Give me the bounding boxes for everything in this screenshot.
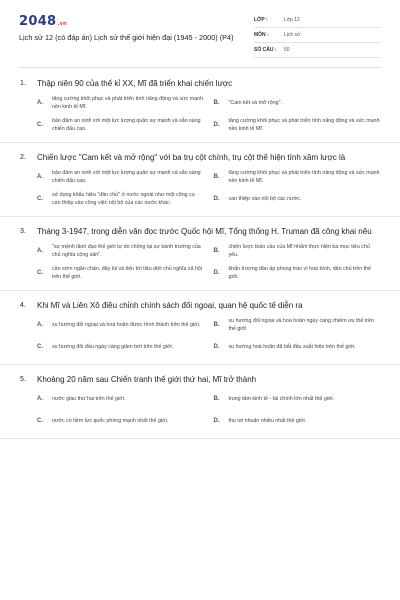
- option-text: "sự mệnh lãnh đạo thế giới tự do chống lại sự bành trướng của chủ nghĩa cộng sản".: [52, 243, 201, 258]
- question-text: Tháng 3-1947, trong diễn văn đọc trước Quốc hội Mĩ, Tổng thống H. Truman đã công khai nêu: [37, 227, 372, 236]
- question-number: 2.: [20, 154, 26, 161]
- question-stem: [0, 78, 400, 90]
- option-text: xu hướng đối ngoại và hoà hoãn được hình thành trên thế giới.: [52, 321, 201, 328]
- answer-option[interactable]: [214, 264, 381, 282]
- answer-option[interactable]: [214, 242, 381, 260]
- metadata-row: [254, 13, 380, 28]
- question-number: 1.: [20, 80, 26, 87]
- option-letter: A.: [37, 321, 43, 328]
- option-letter: B.: [213, 247, 220, 254]
- document-header: [0, 0, 400, 70]
- option-letter: C.: [37, 417, 43, 424]
- question-list: [0, 78, 400, 439]
- option-text: tăng cường khôi phục và phát triển tính năng động và sức mạnh nền kinh tế Mĩ.: [228, 169, 380, 184]
- metadata-value: Lịch sử: [284, 32, 301, 38]
- option-text: thu lợi nhuận nhiều nhất thế giới.: [228, 417, 307, 424]
- question-item: [0, 78, 400, 143]
- answer-option[interactable]: [37, 390, 204, 408]
- answer-options: [0, 164, 400, 212]
- question-stem: [0, 152, 400, 164]
- option-text: nước có tiềm lực quốc phòng mạnh nhất thế giới.: [52, 417, 169, 424]
- metadata-value: Lớp 12: [284, 17, 300, 23]
- question-item: [0, 143, 400, 217]
- answer-option[interactable]: [37, 412, 204, 430]
- question-stem: [0, 300, 400, 312]
- option-letter: C.: [37, 269, 43, 276]
- option-letter: B.: [213, 173, 220, 180]
- option-text: bảo đảm an ninh với một lực lượng quân sự mạnh và sẵn sàng chiến đấu cao.: [52, 117, 201, 132]
- option-letter: A.: [37, 395, 43, 402]
- option-letter: D.: [213, 121, 220, 128]
- option-letter: A.: [37, 173, 43, 180]
- answer-option[interactable]: [37, 316, 204, 334]
- document-title: Lịch sử 12 (có đáp án) Lịch sử thế giới hiện đại (1945 - 2000) (P4): [19, 33, 234, 42]
- question-stem: [0, 226, 400, 238]
- answer-option[interactable]: [37, 264, 204, 282]
- option-text: bảo đảm an ninh với một lực lượng quân sự mạnh và sẵn sàng chiến đấu cao.: [52, 169, 201, 184]
- option-text: xu hướng hoà hoãn đã bắt đầu xuất hiện trên thế giới.: [228, 343, 356, 350]
- answer-option[interactable]: [37, 116, 204, 134]
- question-text: Khi Mĩ và Liên Xô điều chỉnh chính sách đối ngoại, quan hệ quốc tế diễn ra: [37, 301, 303, 310]
- answer-option[interactable]: [37, 242, 204, 260]
- answer-option[interactable]: [214, 190, 381, 208]
- answer-option[interactable]: [214, 412, 381, 430]
- option-text: "Cam kết và mở rộng".: [228, 99, 282, 106]
- question-item: [0, 365, 400, 439]
- option-text: can thiệp vào nội bộ các nước.: [228, 195, 302, 202]
- option-text: xu hướng đối đầu ngày càng giảm bớt trên thế giới.: [52, 343, 174, 350]
- option-text: nước giàu thứ hai trên thế giới.: [52, 395, 126, 402]
- question-item: [0, 291, 400, 365]
- option-letter: A.: [37, 247, 43, 254]
- metadata-row: [254, 43, 380, 58]
- answer-options: [0, 312, 400, 360]
- metadata-table: [254, 13, 380, 58]
- question-number: 4.: [20, 302, 26, 309]
- option-letter: D.: [213, 195, 220, 202]
- question-item: [0, 217, 400, 291]
- option-letter: A.: [37, 99, 43, 106]
- option-text: tăng cường khôi phục và phát triển tính năng động và sức mạnh nền kinh tế Mĩ.: [52, 95, 204, 110]
- option-text: cần sớm ngăn chặn, đẩy lùi và tiến tới tiêu diệt chủ nghĩa xã hội trên thế giới.: [52, 265, 203, 280]
- option-letter: C.: [37, 195, 43, 202]
- metadata-key: MÔN :: [254, 32, 269, 38]
- option-letter: D.: [213, 417, 220, 424]
- answer-option[interactable]: [214, 116, 381, 134]
- question-stem: [0, 374, 400, 386]
- option-letter: B.: [213, 395, 220, 402]
- question-number: 3.: [20, 228, 26, 235]
- option-letter: C.: [37, 121, 43, 128]
- option-text: xu hướng đối ngoại và hoà hoãn ngày càng chiếm ưu thế trên thế giới: [228, 317, 374, 332]
- answer-option[interactable]: [37, 168, 204, 186]
- answer-option[interactable]: [214, 94, 381, 112]
- option-text: sử dụng khẩu hiệu "dân chủ" ở nước ngoài như một công cụ can thiệp vào công việc nội bộ của các nước khác.: [52, 191, 195, 206]
- option-text: chiến lược toàn cầu của Mĩ nhằm thực hiện ba mục tiêu chủ yếu.: [228, 243, 370, 258]
- question-number: 5.: [20, 376, 26, 383]
- option-letter: D.: [213, 269, 220, 276]
- metadata-value: 50: [284, 47, 290, 53]
- answer-option[interactable]: [37, 338, 204, 356]
- logo-main: 2048: [19, 14, 57, 29]
- metadata-row: [254, 28, 380, 43]
- answer-options: [0, 238, 400, 286]
- option-text: tăng cường khôi phục và phát triển tính năng động và sức mạnh nền kinh tế Mĩ.: [228, 117, 380, 132]
- answer-option[interactable]: [214, 168, 381, 186]
- question-text: Chiến lược "Cam kết và mở rộng" với ba trụ cột chính, trụ cột thế hiện tính xâm lược là: [37, 153, 346, 162]
- option-letter: B.: [213, 99, 220, 106]
- option-letter: B.: [213, 321, 220, 328]
- metadata-key: LỚP :: [254, 17, 268, 23]
- answer-option[interactable]: [37, 190, 204, 208]
- option-text: khẩn trương đàn áp phong trào vì hoà bình, dân chủ trên thế giới.: [228, 265, 371, 280]
- question-text: Thập niên 90 của thế kỉ XX, Mĩ đã triển khai chiến lược: [37, 79, 233, 88]
- option-letter: C.: [37, 343, 43, 350]
- answer-option[interactable]: [214, 316, 381, 334]
- answer-options: [0, 90, 400, 138]
- header-divider: [19, 67, 381, 68]
- logo-sub: .vn: [57, 21, 68, 27]
- answer-option[interactable]: [214, 338, 381, 356]
- answer-option[interactable]: [37, 94, 204, 112]
- site-logo[interactable]: [19, 14, 67, 29]
- option-letter: D.: [213, 343, 220, 350]
- option-text: trung tâm kinh tế - tài chính lớn nhất thế giới.: [228, 395, 335, 402]
- answer-options: [0, 386, 400, 434]
- question-text: Khoảng 20 năm sau Chiến tranh thế giới thứ hai, Mĩ trở thành: [37, 375, 257, 384]
- answer-option[interactable]: [214, 390, 381, 408]
- metadata-key: SỐ CÂU :: [254, 47, 277, 53]
